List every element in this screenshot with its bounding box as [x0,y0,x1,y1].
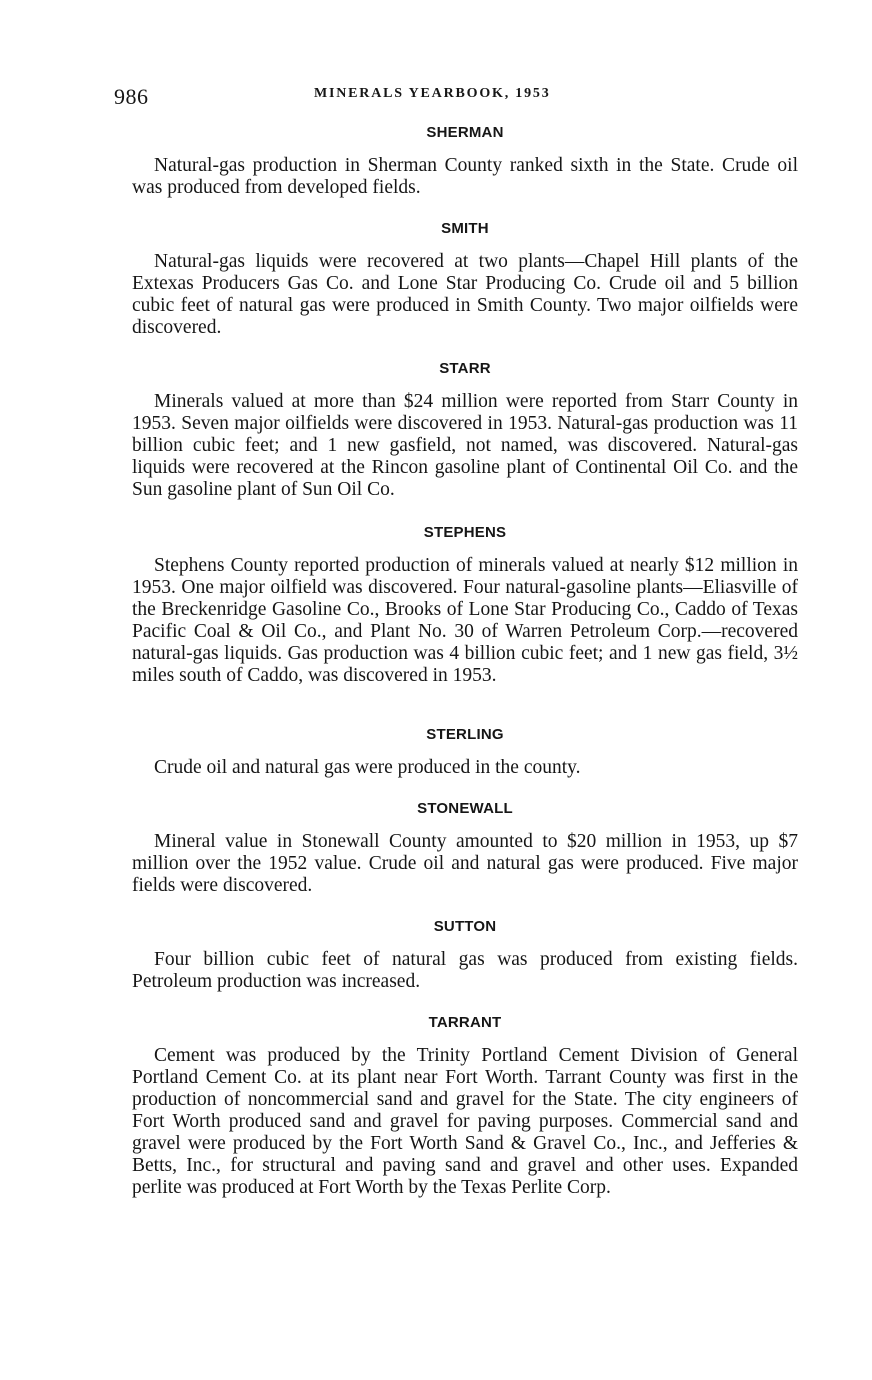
section-heading: SMITH [441,220,489,237]
section-starr [132,360,798,501]
section-paragraph: Natural-gas production in Sherman County ranked sixth in the State. Crude oil was produced from developed fields. [132,155,798,198]
section-heading: STONEWALL [417,800,513,817]
section-paragraph: Cement was produced by the Trinity Portland Cement Division of General Portland Cement Co. at its plant near Fort Worth. Tarrant County was first in the production of noncommercial sand and gravel for the State. The city engineers of Fort Worth produced sand and gravel for paving purposes. Commercial sand and gravel were produced by the Fort Worth Sand & Gravel Co., Inc., and Jefferies & Betts, Inc., for structural and paving sand and gravel and other uses. Expanded perlite was produced at Fort Worth by the Texas Perlite Corp. [132,1045,798,1198]
section-paragraph: Mineral value in Stonewall County amounted to $20 million in 1953, up $7 million over the 1952 value. Crude oil and natural gas were produced. Five major fields were discovered. [132,831,798,896]
section-sterling [132,726,798,779]
section-stonewall [132,800,798,897]
section-sherman [132,124,798,199]
running-head: MINERALS YEARBOOK, 1953 [314,86,551,101]
page-header [114,80,788,114]
section-heading: STARR [439,360,491,377]
section-heading: TARRANT [428,1014,502,1031]
section-heading: STERLING [426,726,504,743]
section-paragraph: Stephens County reported production of minerals valued at nearly $12 million in 1953. One major oilfield was discovered. Four natural-gasoline plants—Eliasville of the Breckenridge Gasoline Co., Brooks of Lone Star Producing Co., Caddo of Texas Pacific Coal & Oil Co., and Plant No. 30 of Warren Petroleum Corp.—recovered natural-gas liquids. Gas production was 4 billion cubic feet; and 1 new gas field, 3½ miles south of Caddo, was discovered in 1953. [132,555,798,686]
section-paragraph: Crude oil and natural gas were produced in the county. [154,757,581,778]
section-heading: STEPHENS [423,524,507,541]
section-heading: SHERMAN [426,124,504,141]
page-number: 986 [114,84,149,109]
section-heading: SUTTON [433,918,497,935]
section-paragraph: Natural-gas liquids were recovered at two plants—Chapel Hill plants of the Extexas Producers Gas Co. and Lone Star Producing Co. Crude oil and 5 billion cubic feet of natural gas were produced in Smith County. Two major oilfields were discovered. [132,251,798,338]
section-paragraph: Minerals valued at more than $24 million were reported from Starr County in 1953. Seven major oilfields were discovered in 1953. Natural-gas production was 11 billion cubic feet; and 1 new gasfield, not named, was discovered. Natural-gas liquids were recovered at the Rincon gasoline plant of Continental Oil Co. and the Sun gasoline plant of Sun Oil Co. [132,391,798,500]
section-stephens [132,524,798,687]
section-smith [132,220,798,339]
section-tarrant [132,1014,798,1199]
section-sutton [132,918,798,993]
section-paragraph: Four billion cubic feet of natural gas was produced from existing fields. Petroleum production was increased. [132,949,798,992]
